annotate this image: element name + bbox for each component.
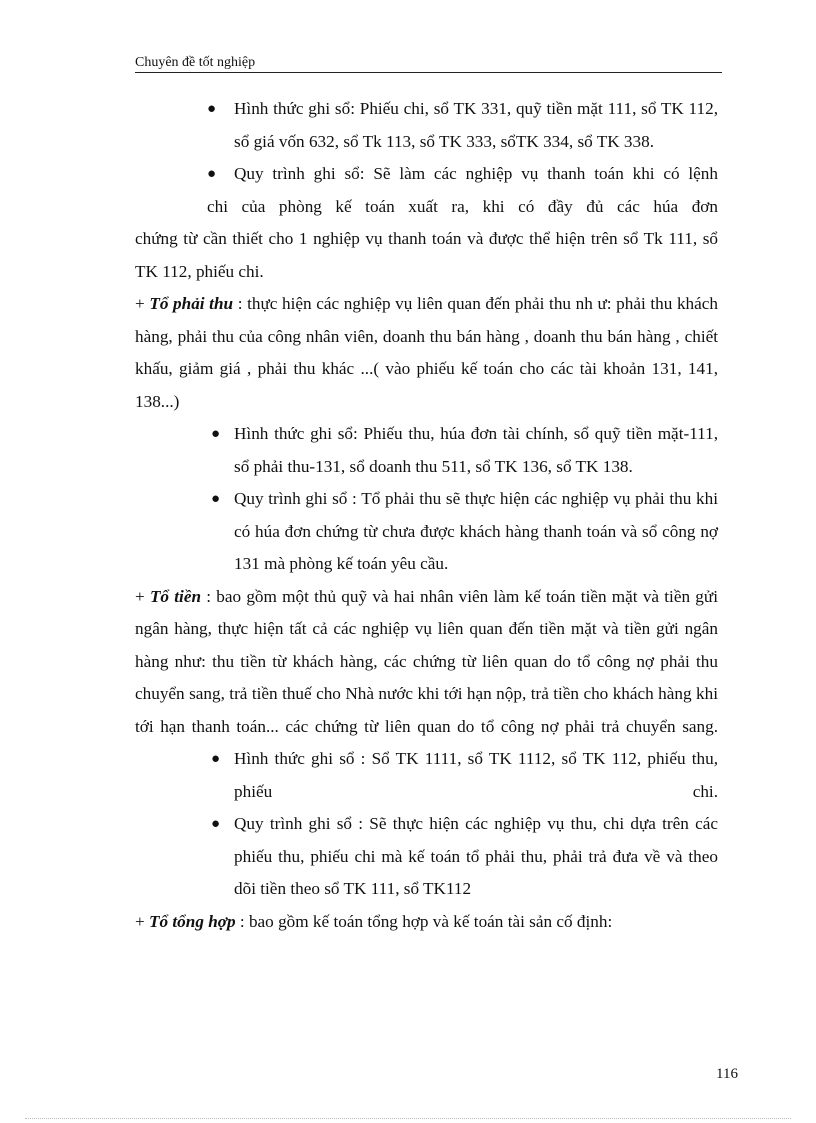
bullet-text: Hình thức ghi sổ : Sổ TK 1111, sổ TK 1112, sổ TK 112, phiếu thu, phiếu chi.	[234, 749, 718, 801]
page-bottom-rule	[25, 1118, 791, 1119]
bullet-item	[135, 743, 718, 808]
section-lead: Tổ tổng hợp	[149, 911, 236, 931]
running-header: Chuyên đề tốt nghiệp	[135, 55, 256, 70]
page-content	[135, 93, 718, 938]
plus-marker: +	[135, 911, 149, 931]
bullet-text: Quy trình ghi sổ : Tổ phải thu sẽ thực hiện các nghiệp vụ phải thu khi có húa đơn chứng từ chưa được khách hàng thanh toán và sổ công nợ 131 mà phòng kế toán yêu cầu.	[234, 489, 718, 573]
bullet-dot-icon: ●	[211, 491, 221, 507]
paragraph-text: : bao gồm một thủ quỹ và hai nhân viên làm kế toán tiền mặt và tiền gửi ngân hàng, thực hiện tất cả các nghiệp vụ liên quan đến tiền mặt và tiền gửi ngân hàng như: thu tiền từ khách hàng, các chứng từ liên quan do tổ công nợ phải thu chuyển sang, trả tiền thuế cho Nhà nước khi tới hạn nộp, trả tiền cho khách hàng khi tới hạn thanh toán... các chứng từ liên quan do tổ công nợ phải trả chuyển sang.	[135, 586, 718, 736]
bullet-dot-icon: ●	[211, 816, 221, 832]
paragraph-to-phai-thu	[135, 288, 718, 418]
bullet-item	[135, 483, 718, 581]
paragraph-text: : bao gồm kế toán tổng hợp và kế toán tài sản cố định:	[235, 911, 613, 931]
paragraph-text: : thực hiện các nghiệp vụ liên quan đến phải thu nh ư: phải thu khách hàng, phải thu của công nhân viên, doanh thu bán hàng , doanh thu bán hàng , chiết khấu, giảm giá , phải thu khác ...( vào phiếu kế toán cho các tài khoản 131, 141, 138...)	[135, 294, 718, 411]
bullet-text: Quy trình ghi sổ: Sẽ làm các nghiệp vụ thanh toán khi có lệnh	[234, 164, 718, 183]
bullet-item	[135, 158, 718, 288]
bullet-item	[135, 808, 718, 906]
section-lead: Tổ phải thu	[149, 294, 234, 313]
bullet-text: Hình thức ghi sổ: Phiếu thu, húa đơn tài chính, sổ quỹ tiền mặt-111, sổ phải thu-131, sổ doanh thu 511, sổ TK 136, sổ TK 138.	[234, 424, 718, 476]
page-number: 116	[716, 1066, 738, 1082]
bullet-text-cont: chi của phòng kế toán xuất ra, khi có đầy đủ các húa đơn	[207, 196, 718, 216]
bullet-item	[135, 418, 718, 483]
header-rule	[135, 72, 722, 73]
bullet-dot-icon: ●	[211, 426, 221, 442]
paragraph-to-tong-hop	[135, 906, 718, 939]
section-lead: Tổ tiền	[149, 586, 202, 606]
bullet-text: Hình thức ghi sổ: Phiếu chi, sổ TK 331, quỹ tiền mặt 111, sổ TK 112, sổ giá vốn 632, sổ Tk 113, sổ TK 333, sổTK 334, sổ TK 338.	[234, 99, 718, 151]
bullet-text-cont: chứng từ cần thiết cho 1 nghiệp vụ thanh toán và được thể hiện trên sổ Tk 111, sổ TK 112, phiếu chi.	[135, 229, 718, 281]
bullet-item	[135, 93, 718, 158]
bullet-dot-icon: ●	[211, 751, 221, 767]
bullet-dot-icon: ●	[207, 101, 217, 117]
plus-marker: +	[135, 294, 150, 313]
plus-marker: +	[135, 586, 150, 606]
bullet-text: Quy trình ghi sổ : Sẽ thực hiện các nghiệp vụ thu, chi dựa trên các phiếu thu, phiếu chi mà kế toán tổ phải thu, phải trả đưa về và theo dõi tiền theo sổ TK 111, sổ TK112	[234, 814, 718, 898]
paragraph-to-tien	[135, 581, 718, 744]
bullet-dot-icon: ●	[207, 166, 217, 182]
